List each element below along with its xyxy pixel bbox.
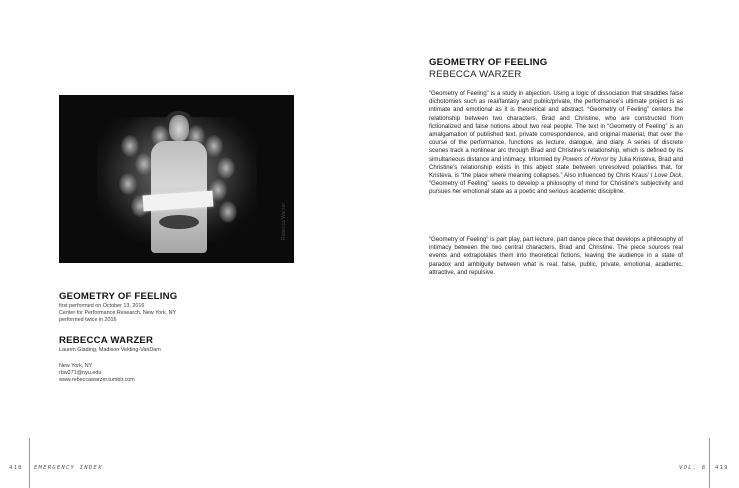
photo-ghost-face	[205, 135, 223, 157]
right-title: GEOMETRY OF FEELING	[429, 57, 548, 68]
photo-performer-head	[169, 115, 189, 141]
book-title: Powers of Horror	[562, 155, 609, 163]
photo-shadow	[159, 215, 199, 229]
performance-photo	[59, 95, 294, 263]
left-artist-name: REBECCA WARZER	[59, 335, 154, 346]
footer-rule-right	[709, 438, 710, 488]
performance-count: performed twice in 2016	[59, 317, 117, 323]
photo-ghost-face	[219, 201, 237, 223]
description-paragraph-1	[429, 90, 683, 197]
contact-website: www.rebeccawarzer.tumblr.com	[59, 377, 135, 383]
volume-label: VOL. 6	[679, 465, 707, 471]
description-text: , “Geometry of Feeling” seeks to develop a philosophy of mind for Christine’s subjectivity and pursues her emotional state as a poetic and serious academic discipline.	[429, 172, 683, 196]
description-paragraph-2: “Geometry of Feeling” is part play, part lecture, part dance piece that develops a philosophy of intimacy between the two central characters, Brad and Christine. The piece sources real events and extrapolates them into theoretical fictions, leaving the audience in a state of paradox and ambiguity between what is real, false, public, private, emotional, academic, attractive, and repulsive.	[429, 236, 683, 276]
photo-credit: Rebecca Warzer	[281, 202, 287, 240]
contact-email: rbw271@nyu.edu	[59, 370, 102, 376]
photo-ghost-face	[217, 157, 235, 179]
contact-location: New York, NY	[59, 363, 93, 369]
description-text: by Julia Kristeva, Brad and Christine’s relationship exists in this abject state between unresolved polarities that, for Kristeva, is “the place where meaning collapses.” Also influenced by Chris Kraus’	[429, 155, 683, 180]
book-title: I Love Dick	[650, 172, 682, 180]
right-artist-name: REBECCA WARZER	[429, 69, 522, 80]
description-text: “Geometry of Feeling” is a study in abjection. Using a logic of dissociation that straddles false dichotomies such as real/fantasy and public/private, the performance’s ultimate project is as intimate and emotional as it is theoretical and abstract. “Geometry of Feeling” centers the relationship between two characters, Brad and Christine, who are constructed from fictionalized and false notions about two real people. The text in “Geometry of Feeling” is an amalgamation of published text, private correspondence, and original material, that over the course of the performance, functions as lecture, dialogue, and diary. A series of discrete scenes track a nonlinear arc through Brad and Christine’s relationship, which is defined by its simultaneous distance and intimacy. Informed by	[429, 90, 683, 163]
footer-rule-left	[29, 438, 30, 488]
performance-venue: Center for Performance Research, New York, NY	[59, 310, 177, 316]
page-number-right: 419	[715, 465, 729, 471]
photo-ghost-face	[119, 173, 137, 195]
photo-ghost-face	[121, 135, 139, 157]
performance-date: first performed on October 13, 2016	[59, 303, 145, 309]
left-title: GEOMETRY OF FEELING	[59, 291, 178, 302]
collaborators: Lauren Glading, Madison Velding-VanDam	[59, 347, 161, 353]
publication-name: EMERGENCY INDEX	[34, 465, 103, 471]
page-number-left: 418	[9, 465, 23, 471]
